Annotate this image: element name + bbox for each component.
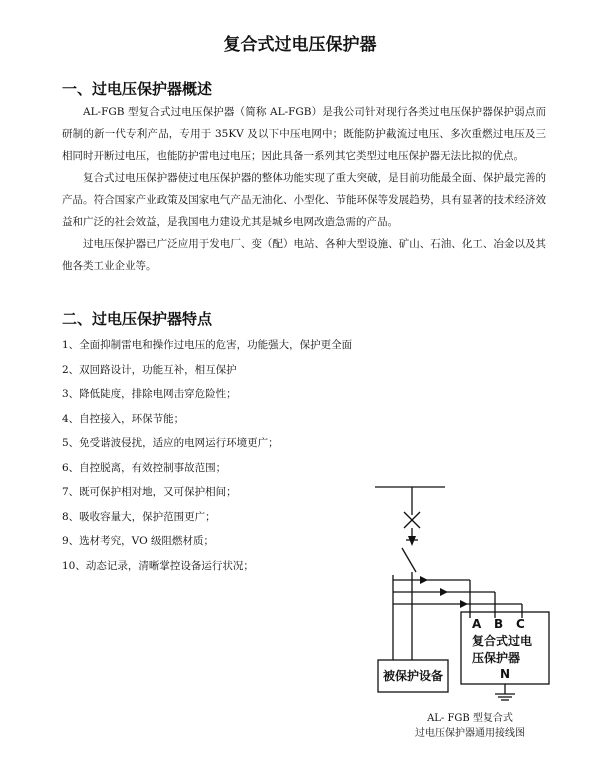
section2-heading: 二、过电压保护器特点 <box>62 310 213 328</box>
feature-item: 6、自控脱离，有效控制事故范围； <box>62 461 227 474</box>
section1-heading: 一、过电压保护器概述 <box>62 80 213 98</box>
protected-equipment-label: 被保护设备 <box>383 669 444 683</box>
feature-item: 2、双回路设计，功能互补，相互保护 <box>62 363 237 376</box>
section1-paragraph-1: AL-FGB 型复合式过电压保护器（简称 AL-FGB）是我公司针对现行各类过电压保护器保护弱点而研制的新一代专利产品，专用于 35KV 及以下中压电网中；既能防护截流过电压、多次重燃过电压及三相同时开断过电压，也能防护雷电过电压；因此具备一系列其它类型过电压保护器无法比拟的优点。 <box>62 106 546 162</box>
switch-blade <box>402 548 416 572</box>
caption-line-1: AL- FGB 型复合式 <box>427 713 513 724</box>
neutral-label: N <box>500 667 511 681</box>
phase-label-a: A <box>472 617 482 631</box>
feature-item: 9、选材考究，VO 级阻燃材质； <box>62 535 215 547</box>
device-name-line2: 压保护器 <box>472 651 521 665</box>
feature-item: 4、自控接入，环保节能； <box>62 412 185 425</box>
feature-item: 5、免受谐波侵扰，适应的电网运行环境更广； <box>62 437 279 449</box>
feature-item: 3、降低陡度，排除电网击穿危险性； <box>62 388 237 400</box>
diagram-caption <box>400 711 540 741</box>
phase-label-c: C <box>516 617 525 631</box>
feature-item: 1、全面抑制雷电和操作过电压的危害，功能强大，保护更全面 <box>62 339 353 351</box>
phase-label-b: B <box>494 617 504 631</box>
feature-item: 10、动态记录，清晰掌控设备运行状况； <box>62 559 254 572</box>
section1-paragraph-2: 复合式过电压保护器使过电压保护器的整体功能实现了重大突破，是目前功能最全面、保护最完善的产品。符合国家产业政策及国家电气产品无油化、小型化、节能环保等发展趋势，具有显著的技术经济效益和广泛的社会效益，是我国电力建设尤其是城乡电网改造急需的产品。 <box>62 172 546 228</box>
caption-line-2: 过电压保护器通用接线图 <box>415 728 525 739</box>
page-title: 复合式过电压保护器 <box>223 35 377 55</box>
device-name-line1: 复合式过电 <box>472 634 533 648</box>
section1-paragraph-3: 过电压保护器已广泛应用于发电厂、变（配）电站、各种大型设施、矿山、石油、化工、冶金以及其他各类工业企业等。 <box>62 238 546 272</box>
feature-item: 7、既可保护相对地，又可保护相间； <box>62 486 237 498</box>
feature-item: 8、吸收容量大，保护范围更广； <box>62 510 216 523</box>
